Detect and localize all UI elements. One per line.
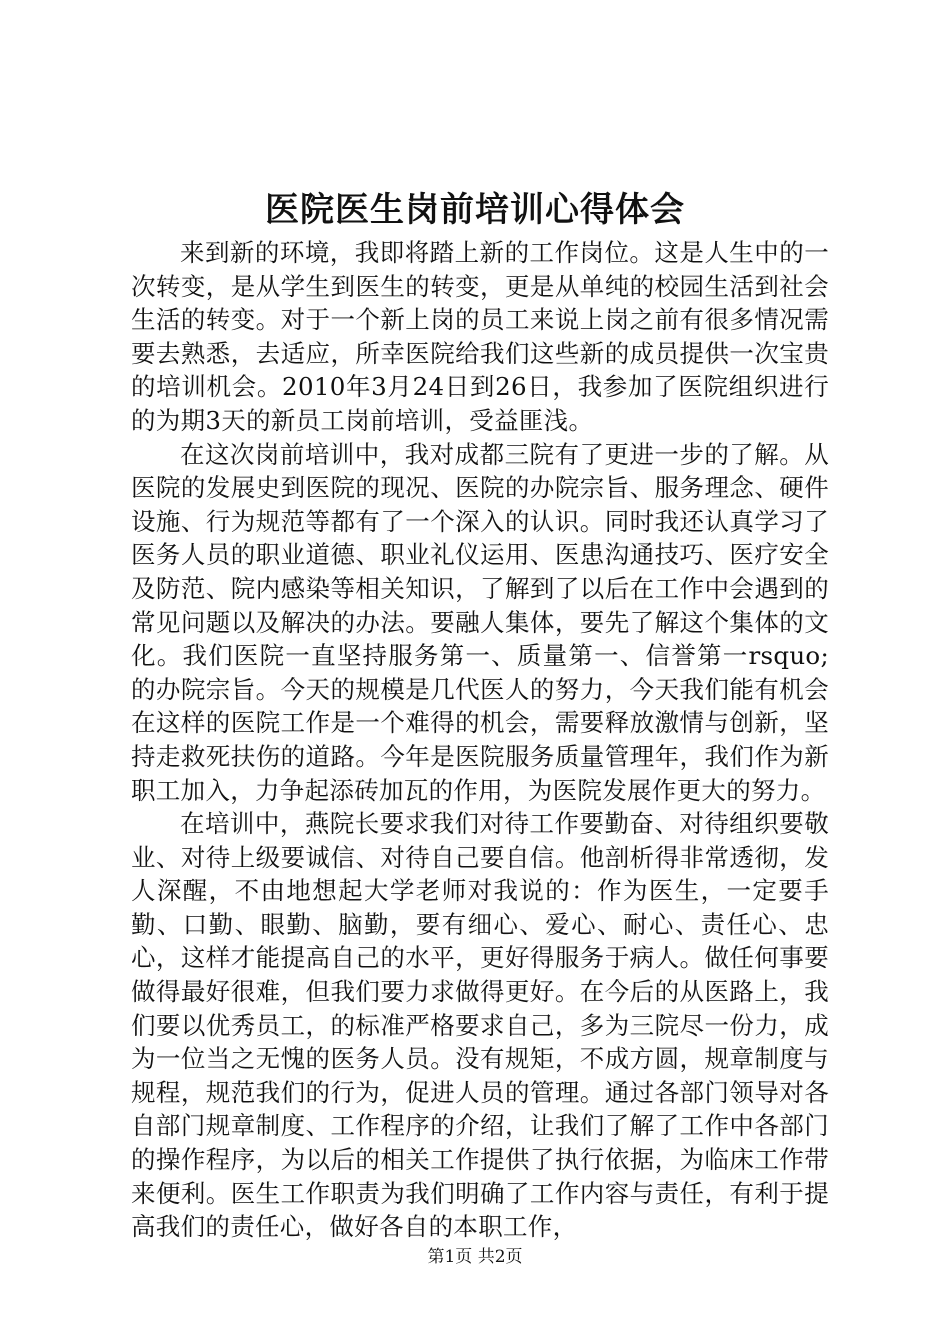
document-title: 医院医生岗前培训心得体会	[265, 190, 685, 230]
paragraph-1: 来到新的环境，我即将踏上新的工作岗位。这是人生中的一次转变，是从学生到医生的转变，更是从单纯的校园生活到社会生活的转变。对于一个新上岗的员工来说上岗之前有很多情况需要去熟悉，去适应，所幸医院给我们这些新的成员提供一次宝贵的培训机会。2010年3月24日到26日，我参加了医院组织进行的为期3天的新员工岗前培训，受益匪浅。	[131, 238, 829, 435]
paragraph-3: 在培训中，燕院长要求我们对待工作要勤奋、对待组织要敬业、对待上级要诚信、对待自己要自信。他剖析得非常透彻，发人深醒，不由地想起大学老师对我说的：作为医生，一定要手勤、口勤、眼勤、脑勤，要有细心、爱心、耐心、责任心、忠心，这样才能提高自己的水平，更好得服务于病人。做任何事要做得最好很难，但我们要力求做得更好。在今后的从医路上，我们要以优秀员工，的标准严格要求自己，多为三院尽一份力，成为一位当之无愧的医务人员。没有规矩，不成方圆，规章制度与规程，规范我们的行为，促进人员的管理。通过各部门领导对各自部门规章制度、工作程序的介绍，让我们了解了工作中各部门的操作程序，为以后的相关工作提供了执行依据，为临床工作带来便利。医生工作职责为我们明确了工作内容与责任，有利于提高我们的责任心，做好各自的本职工作，	[131, 809, 829, 1242]
document-body	[131, 236, 829, 1244]
page-footer: 第1页 共2页	[427, 1247, 523, 1267]
paragraph-2: 在这次岗前培训中，我对成都三院有了更进一步的了解。从医院的发展史到医院的现况、医院的办院宗旨、服务理念、硬件设施、行为规范等都有了一个深入的认识。同时我还认真学习了医务人员的职业道德、职业礼仪运用、医患沟通技巧、医疗安全及防范、院内感染等相关知识，了解到了以后在工作中会遇到的常见问题以及解决的办法。要融人集体，要先了解这个集体的文化。我们医院一直坚持服务第一、质量第一、信誉第一rsquo;的办院宗旨。今天的规模是几代医人的努力，今天我们能有机会在这样的医院工作是一个难得的机会，需要释放激情与创新，坚持走救死扶伤的道路。今年是医院服务质量管理年，我们作为新职工加入，力争起添砖加瓦的作用，为医院发展作更大的努力。	[131, 439, 829, 805]
